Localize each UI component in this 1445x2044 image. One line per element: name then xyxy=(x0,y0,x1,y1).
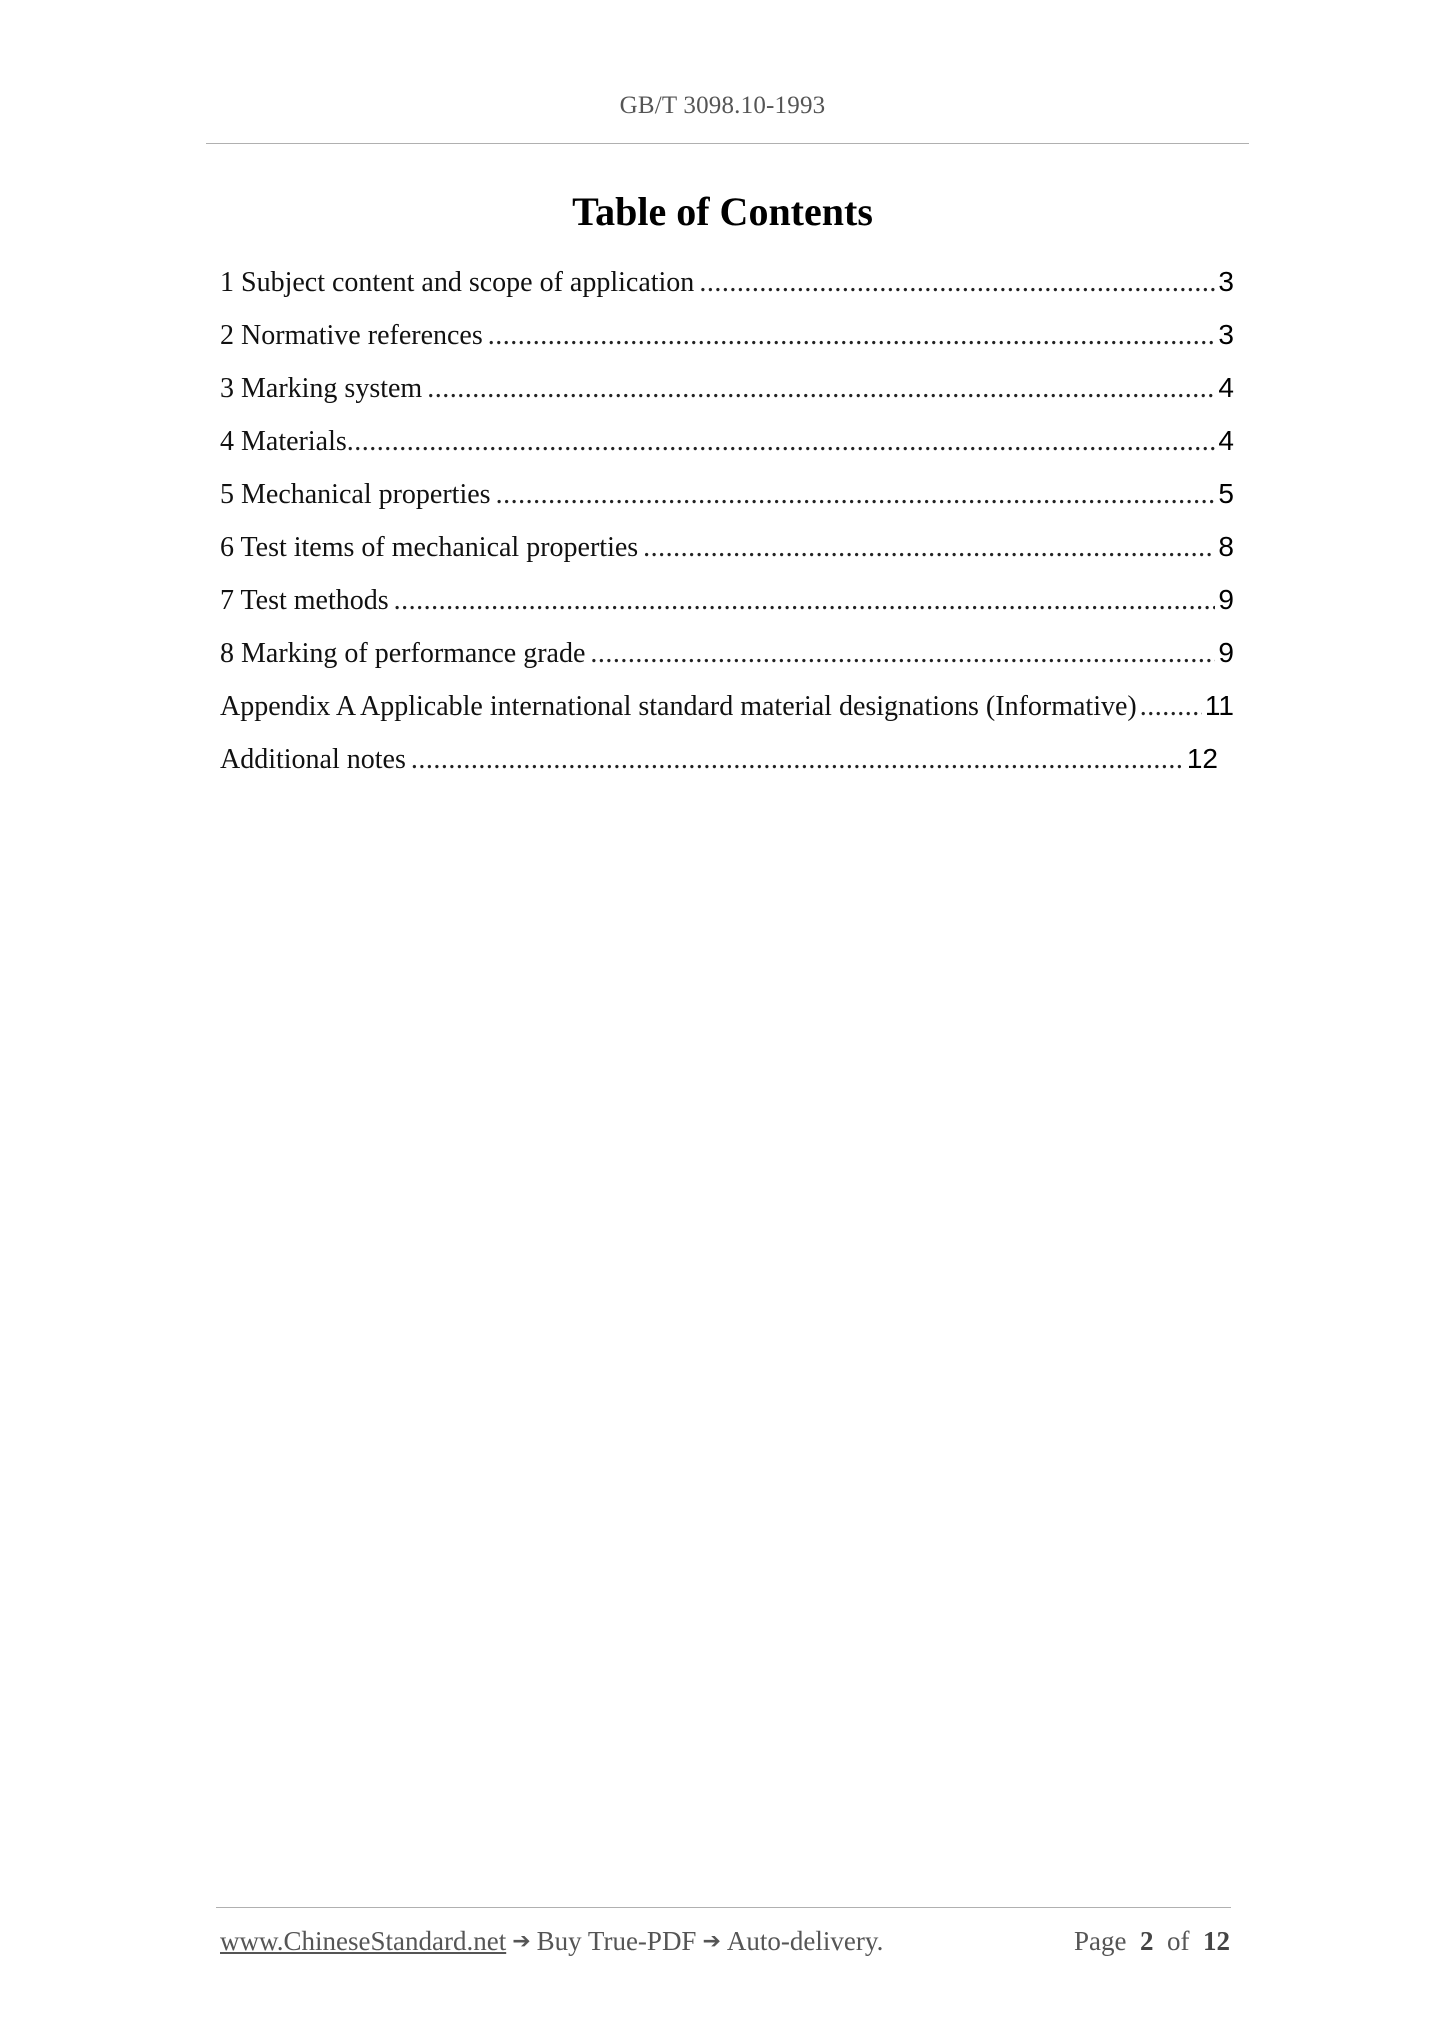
toc-entry-5[interactable] xyxy=(220,478,1234,531)
toc-entry-page: 9 xyxy=(1218,637,1234,668)
toc-dot-leader xyxy=(590,638,1215,670)
toc-dot-leader xyxy=(427,373,1215,405)
toc-entry-page: 8 xyxy=(1218,531,1234,562)
toc-dot-leader xyxy=(643,532,1215,564)
footer-promo xyxy=(220,1926,883,1957)
toc-entry-4[interactable] xyxy=(220,425,1234,478)
toc-entry-7[interactable] xyxy=(220,584,1234,637)
toc-entry-label: 4 Materials xyxy=(220,426,347,457)
toc-dot-leader xyxy=(347,426,1216,458)
header-divider xyxy=(206,143,1249,144)
page-number xyxy=(1074,1926,1230,1957)
toc-entry-label: 2 Normative references xyxy=(220,320,483,351)
toc-title: Table of Contents xyxy=(572,189,873,234)
toc-dot-leader xyxy=(1140,691,1202,723)
toc-entry-2[interactable] xyxy=(220,319,1234,372)
toc-entry-page: 3 xyxy=(1218,266,1234,297)
total-page-number: 12 xyxy=(1203,1926,1230,1956)
toc-entry-label: 8 Marking of performance grade xyxy=(220,638,586,669)
toc-entry-additional-notes[interactable] xyxy=(220,743,1234,796)
toc-entry-8[interactable] xyxy=(220,637,1234,690)
toc-entry-label: 1 Subject content and scope of application xyxy=(220,267,695,298)
toc-entry-page: 9 xyxy=(1218,584,1234,615)
toc-entry-label: 5 Mechanical properties xyxy=(220,479,491,510)
toc-dot-leader xyxy=(699,267,1215,299)
table-of-contents xyxy=(220,266,1234,796)
toc-entry-label: Appendix A Applicable international standard material designations (Informative) xyxy=(220,691,1137,722)
toc-entry-page: 11 xyxy=(1204,690,1234,721)
toc-entry-1[interactable] xyxy=(220,266,1234,319)
toc-entry-label: Additional notes xyxy=(220,744,406,775)
toc-entry-3[interactable] xyxy=(220,372,1234,425)
page-header: GB/T 3098.10-1993 xyxy=(619,92,826,119)
arrow-right-icon: ➔ xyxy=(702,1929,721,1954)
site-link[interactable]: www.ChineseStandard.net xyxy=(220,1926,507,1956)
toc-dot-leader xyxy=(496,479,1216,511)
toc-entry-page: 4 xyxy=(1218,425,1234,456)
toc-dot-leader xyxy=(394,585,1216,617)
footer-divider xyxy=(216,1907,1231,1908)
toc-entry-label: 6 Test items of mechanical properties xyxy=(220,532,639,563)
current-page-number: 2 xyxy=(1140,1926,1154,1956)
toc-dot-leader xyxy=(488,320,1216,352)
toc-entry-label: 7 Test methods xyxy=(220,585,389,616)
toc-entry-6[interactable] xyxy=(220,531,1234,584)
toc-entry-page: 5 xyxy=(1218,478,1234,509)
toc-entry-page: 3 xyxy=(1218,319,1234,350)
toc-entry-page: 12 xyxy=(1186,743,1218,774)
footer-step-delivery: Auto-delivery. xyxy=(726,1926,884,1956)
toc-entry-appendix-a[interactable] xyxy=(220,690,1234,743)
arrow-right-icon: ➔ xyxy=(512,1929,531,1954)
of-word: of xyxy=(1167,1926,1190,1956)
page-word: Page xyxy=(1074,1926,1127,1956)
footer-step-buy: Buy True-PDF xyxy=(536,1926,697,1956)
toc-entry-label: 3 Marking system xyxy=(220,373,423,404)
toc-entry-page: 4 xyxy=(1218,372,1234,403)
toc-dot-leader xyxy=(411,744,1184,776)
